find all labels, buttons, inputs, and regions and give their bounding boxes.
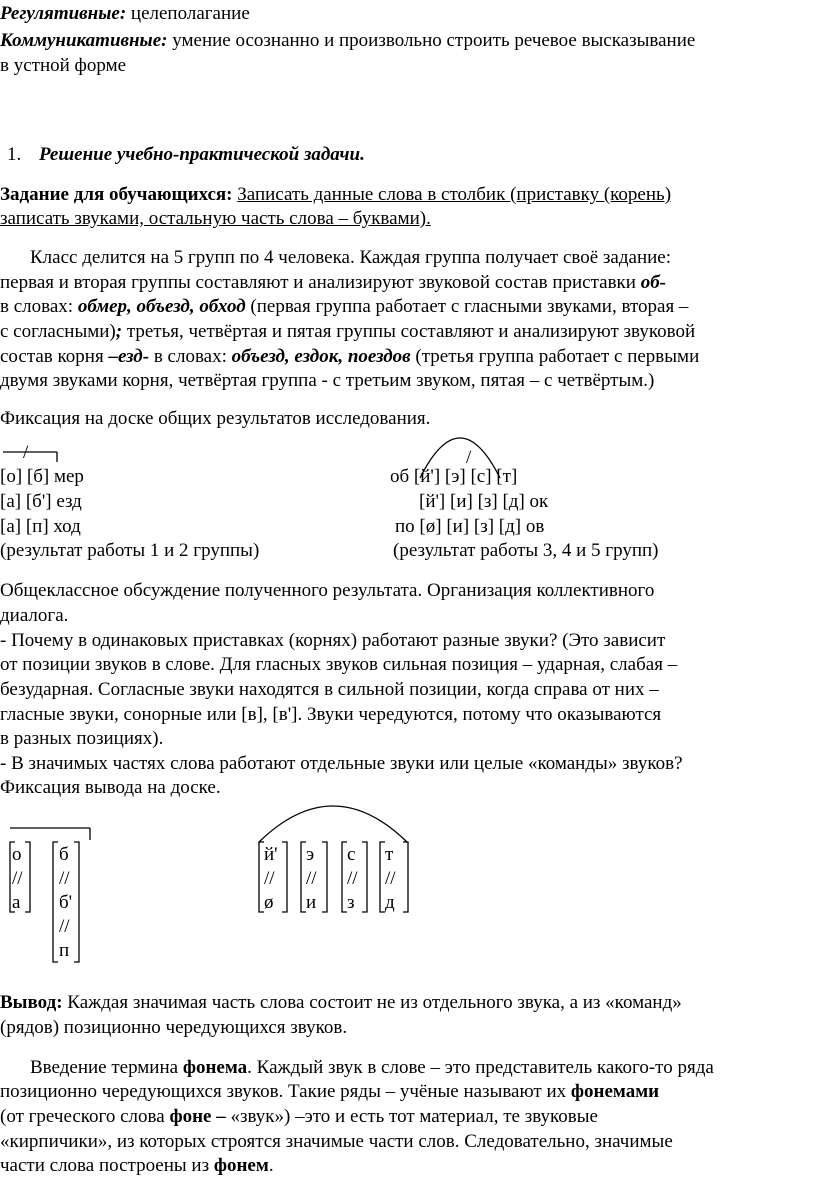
para3-text: «звук») –это и есть тот материал, те звуковые [225,1106,598,1127]
col4-item: э [306,844,315,865]
term-phone: фоне – [169,1106,226,1127]
col4-item: и [306,892,317,913]
col2-item: б' [59,892,73,913]
regulatory-text: целеполагание [126,3,250,24]
task-label: Задание для обучающихся: [0,184,233,205]
para1-text: состав корня [0,346,109,367]
conclusion-text: Каждая значимая часть слова состоит не из отдельного звука, а из «команд» [62,992,682,1013]
para1-text: третья, четвёртая и пятая группы составляют и анализируют звуковой [122,321,696,342]
root-arc-2 [259,806,407,842]
table1-right-3: по [ø] [и] [з] [д] ов [395,516,545,537]
para2-line-8: - В значимых частях слова работают отдельные звуки или целые «команды» звуков? [0,753,683,774]
term-phonemes-end: фонем [213,1155,269,1176]
table1-right-1: об [й'] [э] [с] [т] [390,466,518,487]
para2-line-4: от позиции звуков в слове. Для гласных звуков сильная позиция – ударная, слабая – [0,654,678,675]
example-words: обмер, объезд, обход [77,296,246,317]
fixation-line: Фиксация на доске общих результатов исследования. [0,408,431,429]
para1-text: (первая группа работает с гласными звуками, вторая – [245,296,689,317]
para1-text: ; [115,321,123,342]
example-words: объезд, ездок, поездов [231,346,411,367]
term-phonemes: фонемами [570,1081,660,1102]
para1-line-6: двумя звуками корня, четвёртая группа - с третьим звуком, пятая – с четвёртым.) [0,370,655,391]
col5-item: с [347,844,356,865]
col3-item: й' [264,844,278,865]
prefix-slash-mark: / [23,442,29,463]
table1-left-3: [а] [п] ход [0,516,81,537]
para3-line-4: «кирпичики», из которых строятся значимые части слов. Следовательно, значимые [0,1131,673,1152]
col2-bracket-left [53,842,58,962]
para2-line-3: - Почему в одинаковых приставках (корнях) работают разные звуки? (Это зависит [0,630,666,651]
col3-item: ø [264,892,274,913]
para2-line-2: диалога. [0,605,69,626]
para3-line-1 [30,1056,714,1080]
table1-right-4: (результат работы 3, 4 и 5 групп) [393,540,659,561]
regulatory-label: Регулятивные: [0,3,127,24]
para1-text: в словах: [0,296,78,317]
root-term: –езд- [108,346,150,367]
col4-item: // [306,868,317,889]
communicative-text: умение осознанно и произвольно строить речевое высказывание [167,30,696,51]
para3-text: . Каждый звук в слове – это представитель какого-то ряда [247,1057,714,1078]
para1-text: с согласными) [0,321,116,342]
para3-text: . [268,1155,274,1176]
table1-right-2: [й'] [и] [з] [д] ок [419,491,549,512]
para1-text: в словах: [149,346,232,367]
col1-item: а [12,892,21,913]
col2-item: п [59,940,70,961]
table1-left-4: (результат работы 1 и 2 группы) [0,540,260,561]
col2-bracket-right [74,842,79,962]
para2-line-9: Фиксация вывода на доске. [0,777,221,798]
header-line-3: в устной форме [0,55,127,76]
para1-text: (третья группа работает с первыми [410,346,700,367]
col6-item: д [385,892,395,913]
para2-line-1: Общеклассное обсуждение полученного результата. Организация коллективного [0,580,655,601]
col5-item: з [347,892,355,913]
prefix-term: об- [640,272,667,293]
para3-text: части слова построены из [0,1155,214,1176]
col1-item: // [12,868,23,889]
col5-item: // [347,868,358,889]
col2-item: б [59,844,69,865]
para2-line-6: гласные звуки, сонорные или [в], [в']. Звуки чередуются, потому что оказываются [0,704,662,725]
para3-line-2 [0,1080,659,1104]
conclusion-line-2: (рядов) позиционно чередующихся звуков. [0,1017,348,1038]
term-phoneme: фонема [182,1057,248,1078]
para3-text: (от греческого слова [0,1106,170,1127]
task-text-2: записать звуками, остальную часть слова – буквами). [0,208,431,229]
section-number: 1. [7,144,22,165]
col2-item: // [59,916,70,937]
communicative-label: Коммуникативные: [0,30,168,51]
para1-text: первая и вторая группы составляют и анализируют звуковой состав приставки [0,272,641,293]
col1-bracket-right [25,842,30,912]
conclusion-line-1 [0,991,682,1015]
para3-line-3 [0,1105,598,1129]
table1-left-1: [о] [б] мер [0,466,84,487]
col3-item: // [264,868,275,889]
col1-item: о [12,844,22,865]
table1-left-2: [а] [б'] езд [0,491,82,512]
para2-line-7: в разных позициях). [0,728,164,749]
para3-text: позиционно чередующихся звуков. Такие ряды – учёные называют их [0,1081,571,1102]
para3-text: Введение термина [30,1057,183,1078]
section-title: Решение учебно-практической задачи. [39,144,365,165]
conclusion-label: Вывод: [0,992,63,1013]
root-slash-mark: / [466,447,472,468]
col6-item: // [385,868,396,889]
col6-item: т [385,844,394,865]
para1-line-1: Класс делится на 5 групп по 4 человека. Каждая группа получает своё задание: [30,247,671,268]
task-text-1: Записать данные слова в столбик (приставку (корень) [237,184,672,205]
col2-item: // [59,868,70,889]
para3-line-5 [0,1154,274,1178]
para2-line-5: безударная. Согласные звуки находятся в сильной позиции, когда справа от них – [0,679,659,700]
